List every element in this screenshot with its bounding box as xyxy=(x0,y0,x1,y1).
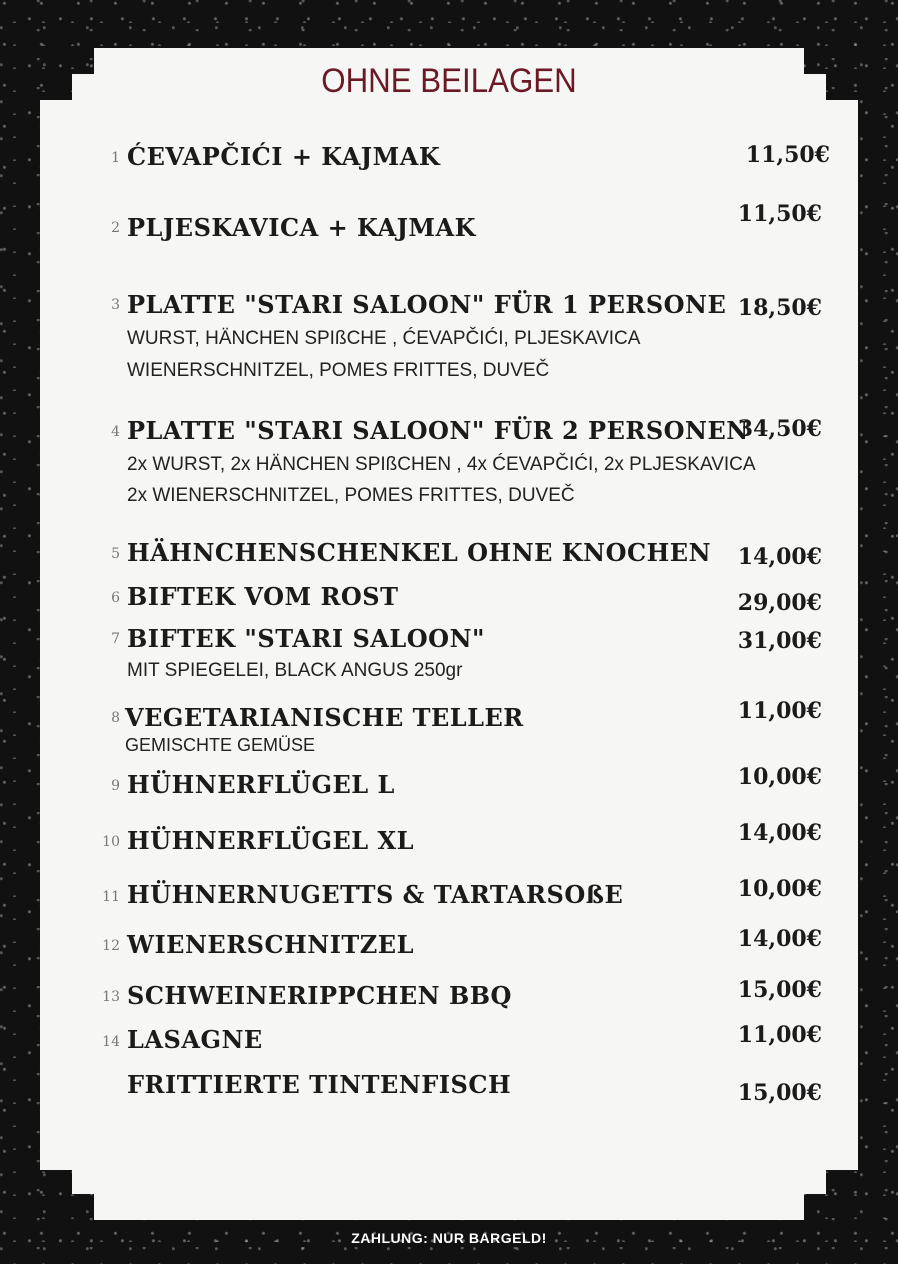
item-number: 14 xyxy=(102,1034,120,1050)
item-number: 2 xyxy=(111,220,120,236)
item-number: 12 xyxy=(102,938,120,954)
item-number: 10 xyxy=(102,834,120,850)
payment-note: ZAHLUNG: NUR BARGELD! xyxy=(351,1230,547,1246)
item-price: 18,50€ xyxy=(737,295,822,321)
item-name: ĆEVAPČIĆI + KAJMAK xyxy=(127,142,441,171)
item-name: FRITTIERTE TINTENFISCH xyxy=(127,1070,512,1099)
item-price: 11,50€ xyxy=(737,201,822,227)
item-price: 14,00€ xyxy=(737,820,822,846)
item-price: 10,00€ xyxy=(737,876,822,902)
item-name: HÜHNERFLÜGEL L xyxy=(127,770,395,799)
item-description: 2x WIENERSCHNITZEL, POMES FRITTES, DUVEČ xyxy=(127,485,575,506)
item-name: PLATTE "STARI SALOON" FÜR 1 PERSONE xyxy=(127,290,727,319)
item-number: 5 xyxy=(111,546,120,562)
item-price: 14,00€ xyxy=(737,544,822,570)
item-number: 1 xyxy=(111,150,120,166)
item-price: 11,00€ xyxy=(737,1022,822,1048)
item-name: PLJESKAVICA + KAJMAK xyxy=(127,213,476,242)
item-price: 11,50€ xyxy=(745,142,830,168)
item-price: 10,00€ xyxy=(737,764,822,790)
item-number: 4 xyxy=(111,424,120,440)
item-name: BIFTEK VOM ROST xyxy=(127,582,399,611)
item-number: 8 xyxy=(111,710,120,726)
item-number: 11 xyxy=(102,889,120,905)
item-name: HÜHNERNUGETTS & TARTARSOßE xyxy=(127,880,624,909)
item-price: 15,00€ xyxy=(737,1080,822,1106)
item-name: BIFTEK "STARI SALOON" xyxy=(127,624,486,653)
item-name: SCHWEINERIPPCHEN BBQ xyxy=(127,981,512,1010)
item-name: PLATTE "STARI SALOON" FÜR 2 PERSONEN xyxy=(127,416,749,445)
item-name: HÄHNCHENSCHENKEL OHNE KNOCHEN xyxy=(127,538,712,567)
item-price: 11,00€ xyxy=(737,698,822,724)
item-price: 15,00€ xyxy=(737,977,822,1003)
item-number: 6 xyxy=(111,590,120,606)
item-description: MIT SPIEGELEI, BLACK ANGUS 250gr xyxy=(127,660,463,681)
menu-heading: OHNE BEILAGEN xyxy=(321,62,577,100)
item-number: 13 xyxy=(102,989,120,1005)
item-name: LASAGNE xyxy=(127,1025,263,1054)
item-description: WIENERSCHNITZEL, POMES FRITTES, DUVEČ xyxy=(127,360,550,381)
item-number: 9 xyxy=(111,778,120,794)
item-price: 29,00€ xyxy=(737,590,822,616)
item-description: WURST, HÄNCHEN SPIßCHE , ĆEVAPČIĆI, PLJESKAVICA xyxy=(127,328,641,349)
item-price: 14,00€ xyxy=(737,926,822,952)
item-price: 31,00€ xyxy=(737,628,822,654)
item-name: VEGETARIANISCHE TELLER xyxy=(125,703,524,732)
item-name: WIENERSCHNITZEL xyxy=(127,930,414,959)
item-price: 34,50€ xyxy=(737,416,822,442)
item-description: GEMISCHTE GEMÜSE xyxy=(125,735,316,755)
item-number: 7 xyxy=(111,631,120,647)
item-description: 2x WURST, 2x HÄNCHEN SPIßCHEN , 4x ĆEVAPČIĆI, 2x PLJESKAVICA xyxy=(127,454,756,475)
item-number: 3 xyxy=(111,297,120,313)
item-name: HÜHNERFLÜGEL XL xyxy=(127,826,415,855)
